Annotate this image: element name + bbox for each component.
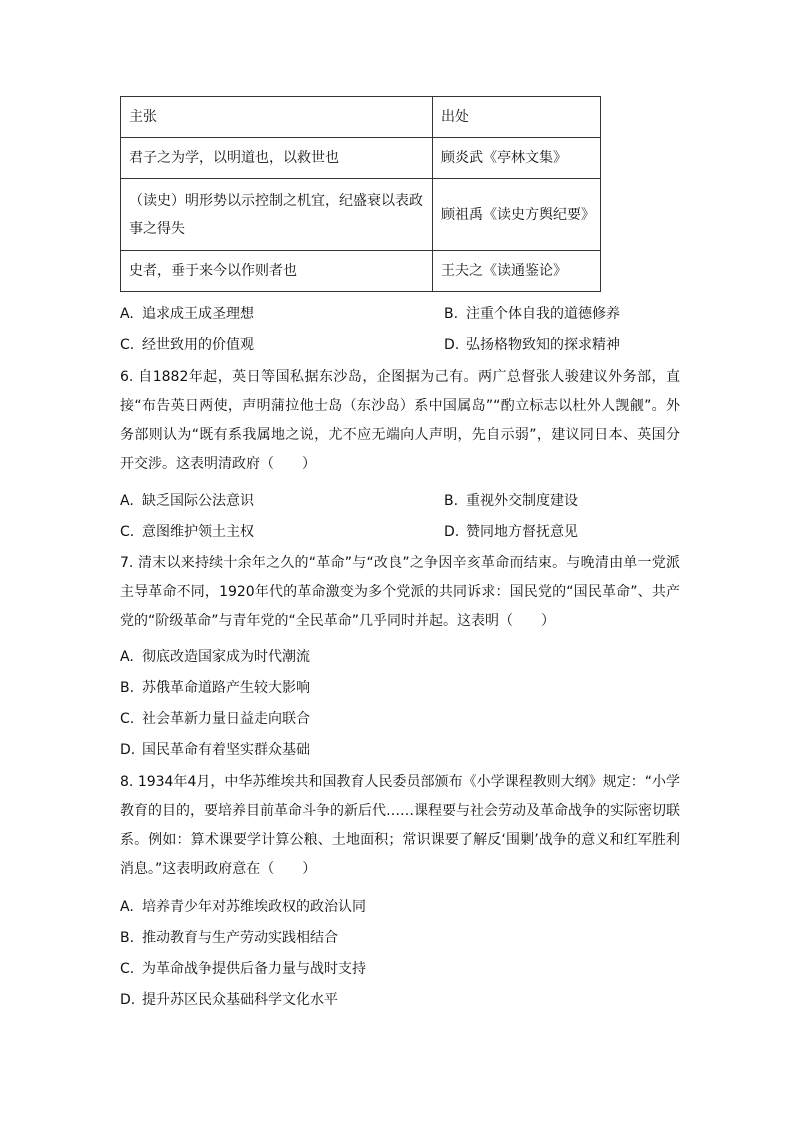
q7-option-d[interactable] (120, 740, 310, 760)
q5-option-c[interactable] (120, 335, 254, 355)
q5-option-b[interactable] (444, 304, 620, 324)
q6-option-d[interactable] (444, 522, 578, 542)
option-text: 推动教育与生产劳动实践相结合 (142, 930, 338, 946)
question-6-stem: 6. 自1882年起，英日等国私据东沙岛，企图据为己有。两广总督张人骏建议外务部，直接“布告英日两使，声明蒲拉他士岛（东沙岛）系中国属岛”“酌立标志以杜外人觊觎”。外务部则认为“既有系我属地之说，尤不应无端向人声明，先自示弱”，建议同日本、英国分开交涉。这表明清政府（ ） (120, 369, 680, 472)
source-table (120, 96, 601, 292)
option-letter: A. (120, 649, 134, 665)
option-text: 缺乏国际公法意识 (142, 493, 254, 509)
table-header-cell: 出处 (433, 97, 601, 138)
option-text: 意图维护领土主权 (142, 524, 254, 540)
option-letter: B. (444, 493, 459, 509)
option-letter: C. (120, 337, 135, 353)
option-text: 彻底改造国家成为时代潮流 (142, 649, 310, 665)
table-row (121, 138, 601, 179)
option-text: 提升苏区民众基础科学文化水平 (142, 992, 338, 1008)
option-text: 苏俄革命道路产生较大影响 (142, 680, 310, 696)
option-letter: A. (120, 306, 134, 322)
option-letter: B. (120, 680, 135, 696)
option-text: 注重个体自我的道德修养 (466, 306, 620, 322)
option-letter: B. (444, 306, 459, 322)
q8-option-a[interactable] (120, 897, 366, 917)
q5-option-a[interactable] (120, 304, 254, 324)
option-letter: A. (120, 493, 134, 509)
option-letter: D. (120, 742, 136, 758)
table-cell-source: 王夫之《读通鉴论》 (433, 251, 601, 292)
table-row (121, 179, 601, 251)
option-text: 赞同地方督抚意见 (466, 524, 578, 540)
q7-option-a[interactable] (120, 647, 310, 667)
question-8-stem: 8. 1934年4月，中华苏维埃共和国教育人民委员部颁布《小学课程教则大纲》规定：“小学教育的目的，要培养目前革命斗争的新后代……课程要与社会劳动及革命战争的实际密切联系。例如：算术课要学计算公粮、土地面积；常识课要了解反‘围剿’战争的意义和红军胜利消息。”这表明政府意在（ ） (120, 774, 680, 877)
q6-option-b[interactable] (444, 491, 578, 511)
option-letter: C. (120, 711, 135, 727)
option-letter: B. (120, 930, 135, 946)
table-cell-source: 顾祖禹《读史方舆纪要》 (433, 179, 601, 251)
option-text: 重视外交制度建设 (466, 493, 578, 509)
q8-option-c[interactable] (120, 959, 366, 979)
table-cell-claim: 君子之为学，以明道也，以救世也 (121, 138, 433, 179)
option-text: 追求成王成圣理想 (142, 306, 254, 322)
option-letter: C. (120, 524, 135, 540)
q6-option-a[interactable] (120, 491, 254, 511)
option-text: 经世致用的价值观 (142, 337, 254, 353)
option-text: 为革命战争提供后备力量与战时支持 (142, 961, 366, 977)
question-7-stem: 7. 清末以来持续十余年之久的“革命”与“改良”之争因辛亥革命而结束。与晚清由单一党派主导革命不同，1920年代的革命激变为多个党派的共同诉求：国民党的“国民革命”、共产党的“阶级革命”与青年党的“全民革命”几乎同时并起。这表明（ ） (120, 555, 680, 629)
option-letter: C. (120, 961, 135, 977)
option-letter: A. (120, 899, 134, 915)
option-letter: D. (444, 524, 460, 540)
q7-option-b[interactable] (120, 678, 310, 698)
option-text: 培养青少年对苏维埃政权的政治认同 (142, 899, 366, 915)
q7-option-c[interactable] (120, 709, 310, 729)
option-letter: D. (120, 992, 136, 1008)
table-header-cell: 主张 (121, 97, 433, 138)
q6-option-c[interactable] (120, 522, 254, 542)
q5-option-d[interactable] (444, 335, 620, 355)
table-header-row (121, 97, 601, 138)
option-text: 弘扬格物致知的探求精神 (466, 337, 620, 353)
option-text: 社会革新力量日益走向联合 (142, 711, 310, 727)
q8-option-b[interactable] (120, 928, 338, 948)
table-cell-claim: 史者，垂于来今以作则者也 (121, 251, 433, 292)
table-cell-claim: （读史）明形势以示控制之机宜，纪盛衰以表政事之得失 (121, 179, 433, 251)
table-cell-source: 顾炎武《亭林文集》 (433, 138, 601, 179)
option-text: 国民革命有着坚实群众基础 (142, 742, 310, 758)
table-row (121, 251, 601, 292)
q8-option-d[interactable] (120, 990, 338, 1010)
option-letter: D. (444, 337, 460, 353)
